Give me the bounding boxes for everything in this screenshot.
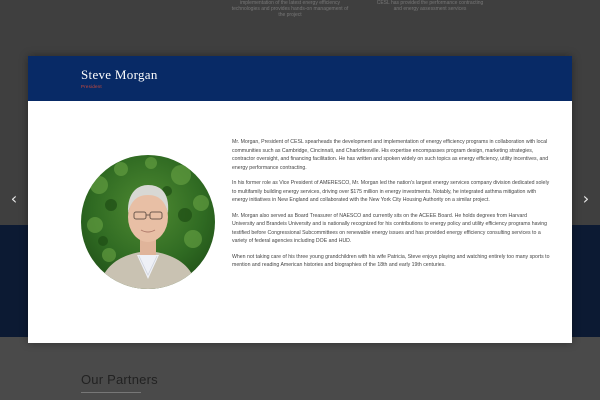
bio-paragraph-2: In his former role as Vice President of AMERESCO, Mr. Morgan led the nation's largest energy services company division dedicated solely to multifamily building energy services, driving over $175 million in energy investments. Notably, he integrated asthma mitigation with energy initiatives in New England and collaborated with the New York City Housing Authority on a similar project.: [232, 180, 550, 203]
bio-paragraph-3: Mr. Morgan also served as Board Treasurer of NAESCO and currently sits on the ACEEE Board. He holds degrees from Harvard University and Brandeis University and is nationally recognized for his contributions to energy policy and utility efficiency programs having testified before Congressional Subcommittees on renewable energy issues and has provided energy efficiency consulting services to a variety of federal agencies including DOE and HUD.: [232, 212, 548, 244]
bio-paragraph-4: When not taking care of his three young grandchildren with his wife Patricia, Steve enjoys playing and watching entirely too many sports to mention and reading American histories and biographies of the 18th and early 19th centuries.: [232, 253, 550, 268]
bio-paragraph-1: Mr. Morgan, President of CESL spearheads the development and implementation of energy efficiency programs in collaboration with local communities such as Cambridge, Cincinnati, and Charlottesville. His expertise encompasses program design, marketing strategies, contractor oversight, and financing facilitation. He has written and spoken widely on such topics as energy efficiency, utility incentives, and energy performance contracting.: [232, 139, 549, 171]
background-text-left: implementation of the latest energy efficiency technologies and provides hands-on management of the project: [231, 0, 349, 18]
profile-portrait-photo: [81, 155, 215, 289]
background-bottom-section: [0, 337, 600, 400]
carousel-prev-arrow-icon[interactable]: ‹: [10, 189, 18, 208]
profile-modal: [28, 56, 572, 343]
background-text-right: CESL has provided the performance contracting and energy assessment services: [376, 0, 484, 12]
modal-header: [28, 56, 572, 101]
profile-bio: [232, 138, 550, 277]
partners-heading: Our Partners: [81, 372, 158, 387]
carousel-next-arrow-icon[interactable]: ›: [582, 189, 590, 208]
profile-name: Steve Morgan: [81, 67, 158, 82]
profile-title: President: [81, 84, 102, 89]
partners-divider: [81, 392, 141, 393]
